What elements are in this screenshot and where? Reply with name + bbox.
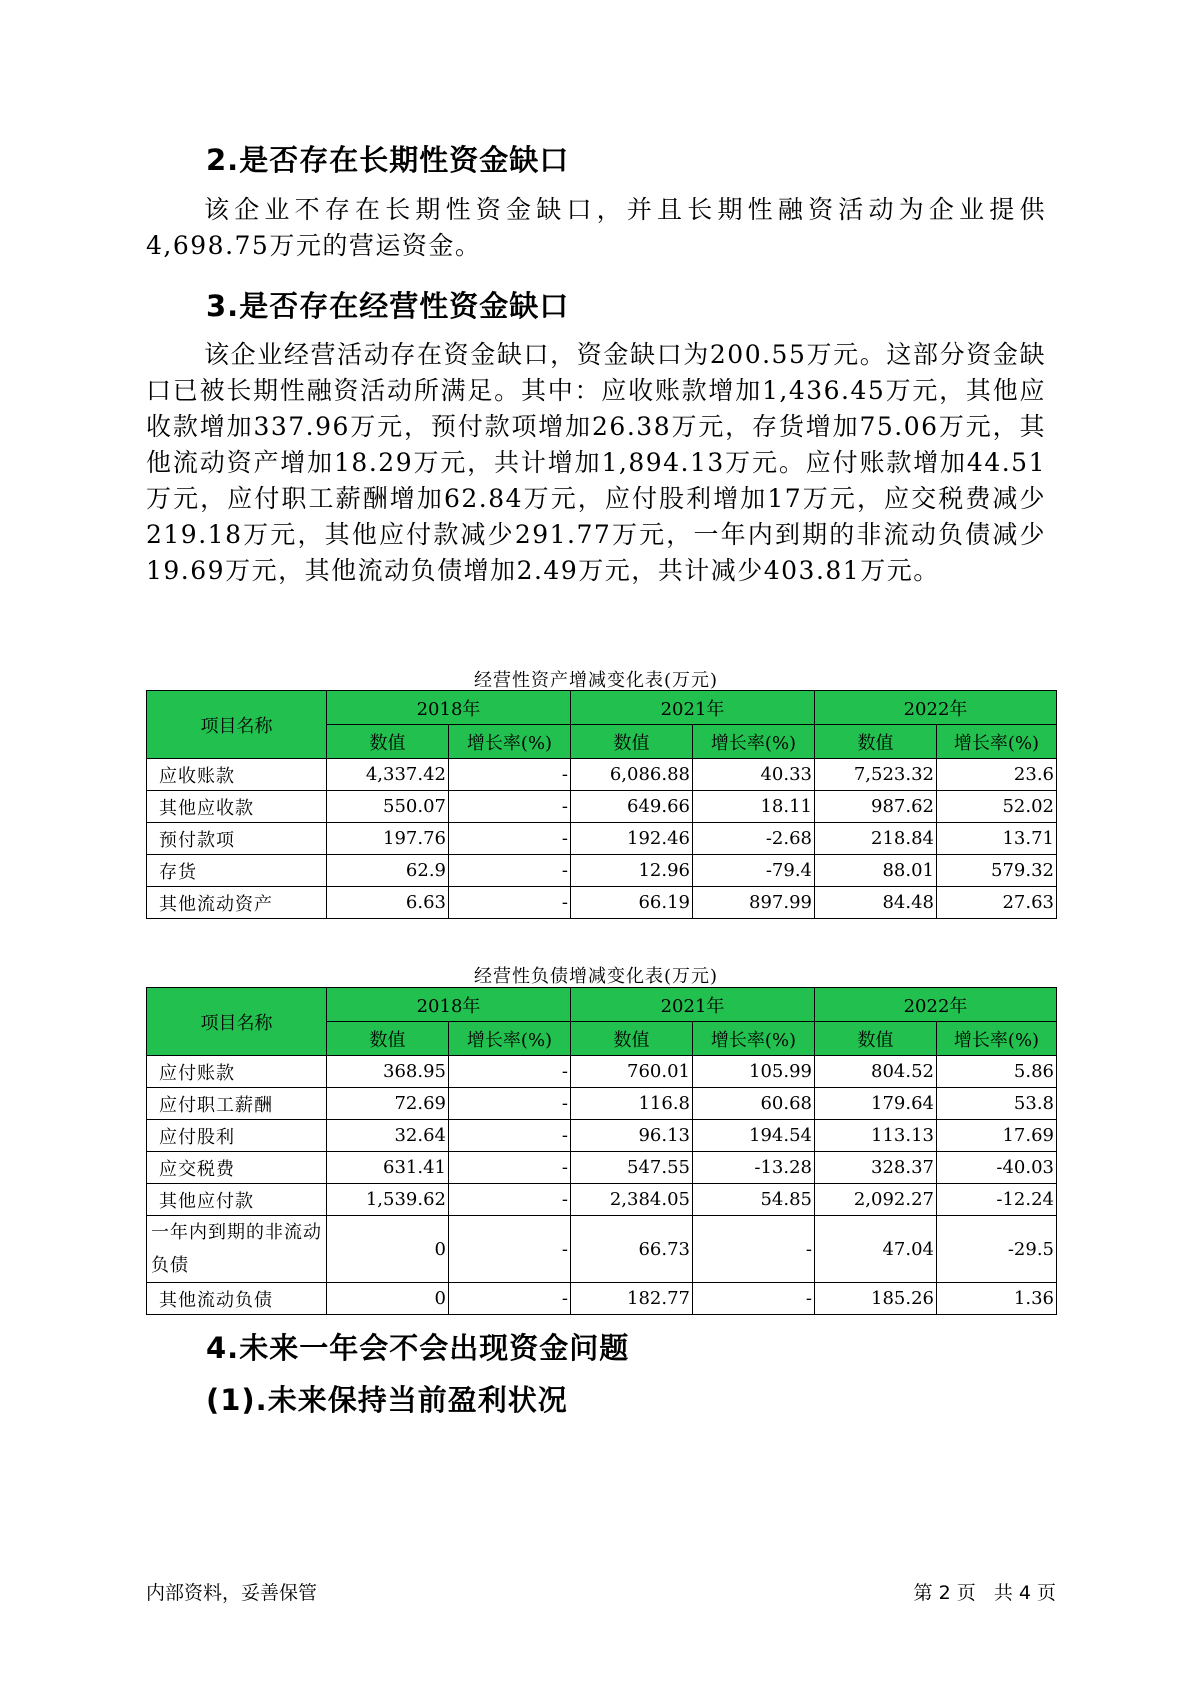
cell-growth-rate: - [449,1120,571,1152]
table-row [147,1056,1057,1088]
cell-growth-rate: - [449,855,571,887]
header-growth: 增长率(%) [937,1022,1057,1056]
cell-value: 218.84 [815,823,937,855]
assets-table-caption: 经营性资产增减变化表(万元) [473,670,719,691]
header-year-2022: 2022年 [815,988,1057,1022]
cell-value: 987.62 [815,791,937,823]
header-year-2018: 2018年 [327,988,571,1022]
cell-value: 1,539.62 [327,1184,449,1216]
cell-value: 2,092.27 [815,1184,937,1216]
cell-value: 12.96 [571,855,693,887]
cell-value: 62.9 [327,855,449,887]
table-row [147,1152,1057,1184]
cell-growth-rate: 27.63 [937,887,1057,919]
cell-value: 88.01 [815,855,937,887]
row-item-name: 应交税费 [147,1152,327,1184]
operating-liabilities-table [146,987,1057,1315]
header-value: 数值 [327,725,449,759]
row-item-name: 其他流动资产 [147,887,327,919]
section-heading-operating-gap: 3.是否存在经营性资金缺口 [206,289,570,323]
cell-growth-rate: -2.68 [693,823,815,855]
cell-growth-rate: - [693,1283,815,1315]
row-item-name: 存货 [147,855,327,887]
row-item-name: 应收账款 [147,759,327,791]
header-item-name: 项目名称 [147,988,327,1056]
header-growth: 增长率(%) [693,1022,815,1056]
header-value: 数值 [571,725,693,759]
cell-growth-rate: - [449,791,571,823]
cell-value: 4,337.42 [327,759,449,791]
cell-value: 66.19 [571,887,693,919]
table-row [147,791,1057,823]
cell-growth-rate: -79.4 [693,855,815,887]
cell-value: 192.46 [571,823,693,855]
table-row [147,759,1057,791]
header-value: 数值 [327,1022,449,1056]
cell-growth-rate: - [449,1184,571,1216]
paragraph-operating-gap: 该企业经营活动存在资金缺口，资金缺口为200.55万元。这部分资金缺口已被长期性融资活动所满足。其中：应收账款增加1,436.45万元，其他应收款增加337.96万元，预付款项增加26.38万元，存货增加75.06万元，其他流动资产增加18.29万元，共计增加1,894.13万元。应付账款增加44.51万元，应付职工薪酬增加62.84万元，应付股利增加17万元，应交税费减少219.18万元，其他应付款减少291.77万元，一年内到期的非流动负债减少19.69万元，其他流动负债增加2.49万元，共计减少403.81万元。 [146,340,1046,585]
footer-page-number: 第 2 页 共 4 页 [913,1582,1056,1604]
liabilities-table-caption: 经营性负债增减变化表(万元) [473,966,719,987]
cell-growth-rate: -40.03 [937,1152,1057,1184]
cell-growth-rate: -12.24 [937,1184,1057,1216]
header-item-name: 项目名称 [147,691,327,759]
cell-growth-rate: 105.99 [693,1056,815,1088]
header-growth: 增长率(%) [449,725,571,759]
cell-value: 179.64 [815,1088,937,1120]
cell-growth-rate: 5.86 [937,1056,1057,1088]
header-growth: 增长率(%) [693,725,815,759]
cell-value: 368.95 [327,1056,449,1088]
cell-growth-rate: - [449,759,571,791]
row-item-name: 一年内到期的非流动负债 [147,1216,327,1283]
cell-value: 47.04 [815,1216,937,1283]
table-row [147,1088,1057,1120]
cell-growth-rate: 194.54 [693,1120,815,1152]
section-heading-long-term-gap: 2.是否存在长期性资金缺口 [206,143,570,177]
cell-value: 804.52 [815,1056,937,1088]
cell-value: 328.37 [815,1152,937,1184]
header-year-2022: 2022年 [815,691,1057,725]
header-growth: 增长率(%) [449,1022,571,1056]
cell-growth-rate: - [449,823,571,855]
row-item-name: 其他应收款 [147,791,327,823]
header-value: 数值 [815,725,937,759]
table-row [147,855,1057,887]
header-year-2021: 2021年 [571,988,815,1022]
row-item-name: 应付股利 [147,1120,327,1152]
header-value: 数值 [571,1022,693,1056]
header-value: 数值 [815,1022,937,1056]
cell-value: 0 [327,1216,449,1283]
cell-growth-rate: 40.33 [693,759,815,791]
cell-value: 6,086.88 [571,759,693,791]
cell-value: 182.77 [571,1283,693,1315]
cell-growth-rate: 18.11 [693,791,815,823]
cell-value: 6.63 [327,887,449,919]
row-item-name: 预付款项 [147,823,327,855]
cell-growth-rate: 54.85 [693,1184,815,1216]
cell-value: 84.48 [815,887,937,919]
operating-assets-table [146,690,1057,919]
cell-growth-rate: 579.32 [937,855,1057,887]
subsection-heading-current-profit: (1).未来保持当前盈利状况 [206,1383,568,1417]
cell-value: 66.73 [571,1216,693,1283]
cell-growth-rate: 897.99 [693,887,815,919]
cell-growth-rate: - [449,1088,571,1120]
row-item-name: 应付账款 [147,1056,327,1088]
header-year-2021: 2021年 [571,691,815,725]
cell-growth-rate: - [449,1216,571,1283]
footer-confidential-note: 内部资料，妥善保管 [146,1582,318,1604]
cell-growth-rate: - [693,1216,815,1283]
cell-growth-rate: 13.71 [937,823,1057,855]
table-row [147,887,1057,919]
cell-value: 760.01 [571,1056,693,1088]
cell-value: 7,523.32 [815,759,937,791]
cell-growth-rate: - [449,1283,571,1315]
table-row [147,1216,1057,1283]
cell-value: 113.13 [815,1120,937,1152]
cell-growth-rate: 60.68 [693,1088,815,1120]
cell-growth-rate: -29.5 [937,1216,1057,1283]
cell-growth-rate: 17.69 [937,1120,1057,1152]
cell-value: 185.26 [815,1283,937,1315]
table-row [147,823,1057,855]
section-heading-future-funding: 4.未来一年会不会出现资金问题 [206,1331,630,1365]
row-item-name: 其他应付款 [147,1184,327,1216]
cell-growth-rate: 1.36 [937,1283,1057,1315]
cell-growth-rate: - [449,1152,571,1184]
header-growth: 增长率(%) [937,725,1057,759]
cell-value: 0 [327,1283,449,1315]
cell-value: 32.64 [327,1120,449,1152]
paragraph-long-term-gap: 该企业不存在长期性资金缺口，并且长期性融资活动为企业提供4,698.75万元的营运资金。 [146,195,1046,260]
cell-value: 116.8 [571,1088,693,1120]
cell-value: 2,384.05 [571,1184,693,1216]
row-item-name: 应付职工薪酬 [147,1088,327,1120]
cell-value: 649.66 [571,791,693,823]
table-row [147,1120,1057,1152]
header-year-2018: 2018年 [327,691,571,725]
cell-value: 631.41 [327,1152,449,1184]
cell-value: 547.55 [571,1152,693,1184]
cell-value: 550.07 [327,791,449,823]
cell-growth-rate: 23.6 [937,759,1057,791]
cell-value: 197.76 [327,823,449,855]
cell-growth-rate: 52.02 [937,791,1057,823]
table-row [147,1283,1057,1315]
cell-growth-rate: - [449,1056,571,1088]
row-item-name: 其他流动负债 [147,1283,327,1315]
cell-growth-rate: 53.8 [937,1088,1057,1120]
cell-growth-rate: -13.28 [693,1152,815,1184]
table-row [147,1184,1057,1216]
cell-value: 72.69 [327,1088,449,1120]
cell-value: 96.13 [571,1120,693,1152]
cell-growth-rate: - [449,887,571,919]
